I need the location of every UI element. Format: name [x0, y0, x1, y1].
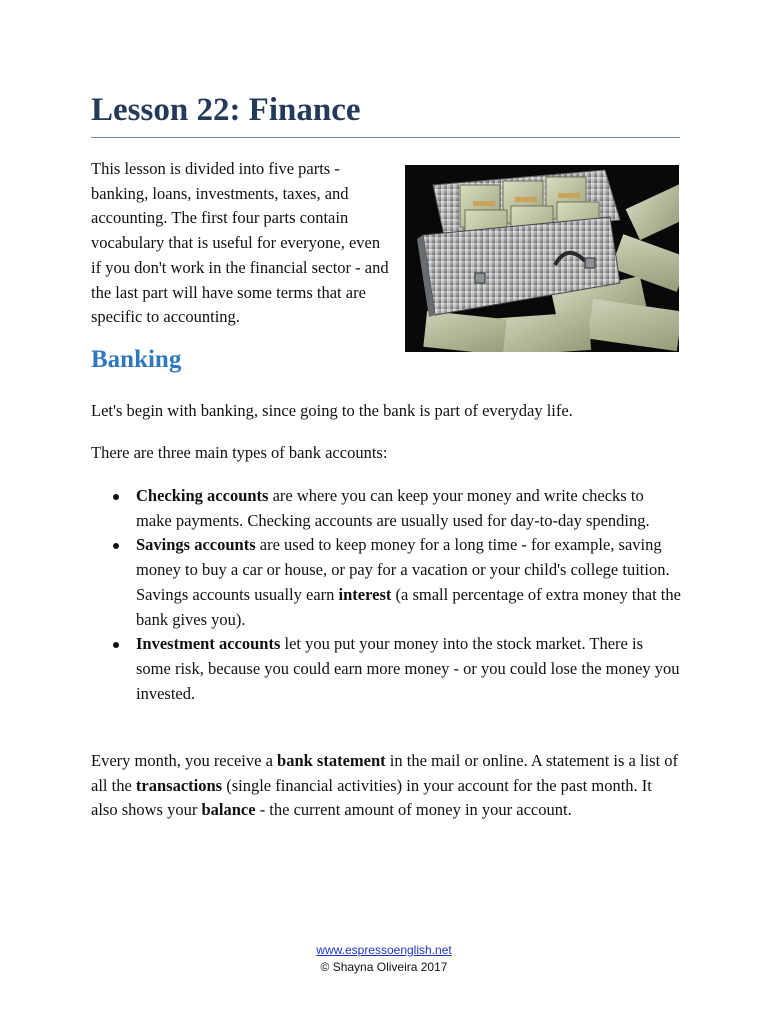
account-types-list: [91, 484, 681, 706]
bank-statement-paragraph: [91, 749, 681, 823]
list-item: [91, 533, 681, 632]
website-link[interactable]: www.espressoenglish.net: [316, 943, 452, 957]
section-heading-banking: Banking: [91, 346, 182, 373]
term-checking-accounts: Checking accounts: [136, 486, 269, 505]
list-item: [91, 484, 681, 533]
money-briefcase-illustration: [405, 165, 679, 352]
money-briefcase-photo: [405, 165, 679, 352]
list-item-text: are where you can keep your money and write checks to make payments. Checking accounts are usually used for day-to-day spending.: [136, 486, 650, 530]
list-item-text: (a small percentage of extra money that the bank gives you).: [136, 584, 681, 629]
title-divider: [91, 137, 680, 138]
intro-paragraph: This lesson is divided into five parts - banking, loans, investments, taxes, and accounting. The first four parts contain vocabulary that is useful for everyone, even if you don't work in the financial sector - and the last part will have some terms that are specific to accounting.: [91, 159, 389, 327]
paragraph-text: in the mail or online. A statement is a list of all the: [91, 751, 679, 795]
copyright-text: © Shayna Oliveira 2017: [320, 960, 448, 974]
term-balance: balance: [201, 800, 256, 820]
term-transactions: transactions: [135, 775, 223, 795]
term-savings-accounts: Savings accounts: [136, 535, 256, 555]
paragraph-text: Every month, you receive a: [91, 751, 278, 770]
bullet-icon: [113, 642, 119, 648]
page-title: Lesson 22: Finance: [91, 92, 361, 128]
list-item-text: let you put your money into the stock market. There is some risk, because you could earn more money - or you could lose the money you invested.: [136, 634, 680, 703]
account-types-intro: There are three main types of bank accounts:: [91, 443, 388, 462]
list-item-text: are used to keep money for a long time - for example, saving money to buy a car or house, or pay for a vacation or your child's college tuition. Savings accounts usually earn: [136, 535, 670, 604]
bullet-icon: [113, 494, 119, 500]
bullet-icon: [113, 543, 119, 549]
term-interest: interest: [338, 584, 392, 604]
page-footer: [0, 942, 768, 976]
banking-intro-paragraph: Let's begin with banking, since going to the bank is part of everyday life.: [91, 401, 573, 420]
paragraph-text: - the current amount of money in your account.: [255, 800, 572, 820]
list-item: [91, 632, 681, 706]
paragraph-text: (single financial activities) in your account for the past month. It also shows your: [91, 775, 652, 820]
term-bank-statement: bank statement: [277, 751, 386, 770]
term-investment-accounts: Investment accounts: [136, 634, 281, 654]
